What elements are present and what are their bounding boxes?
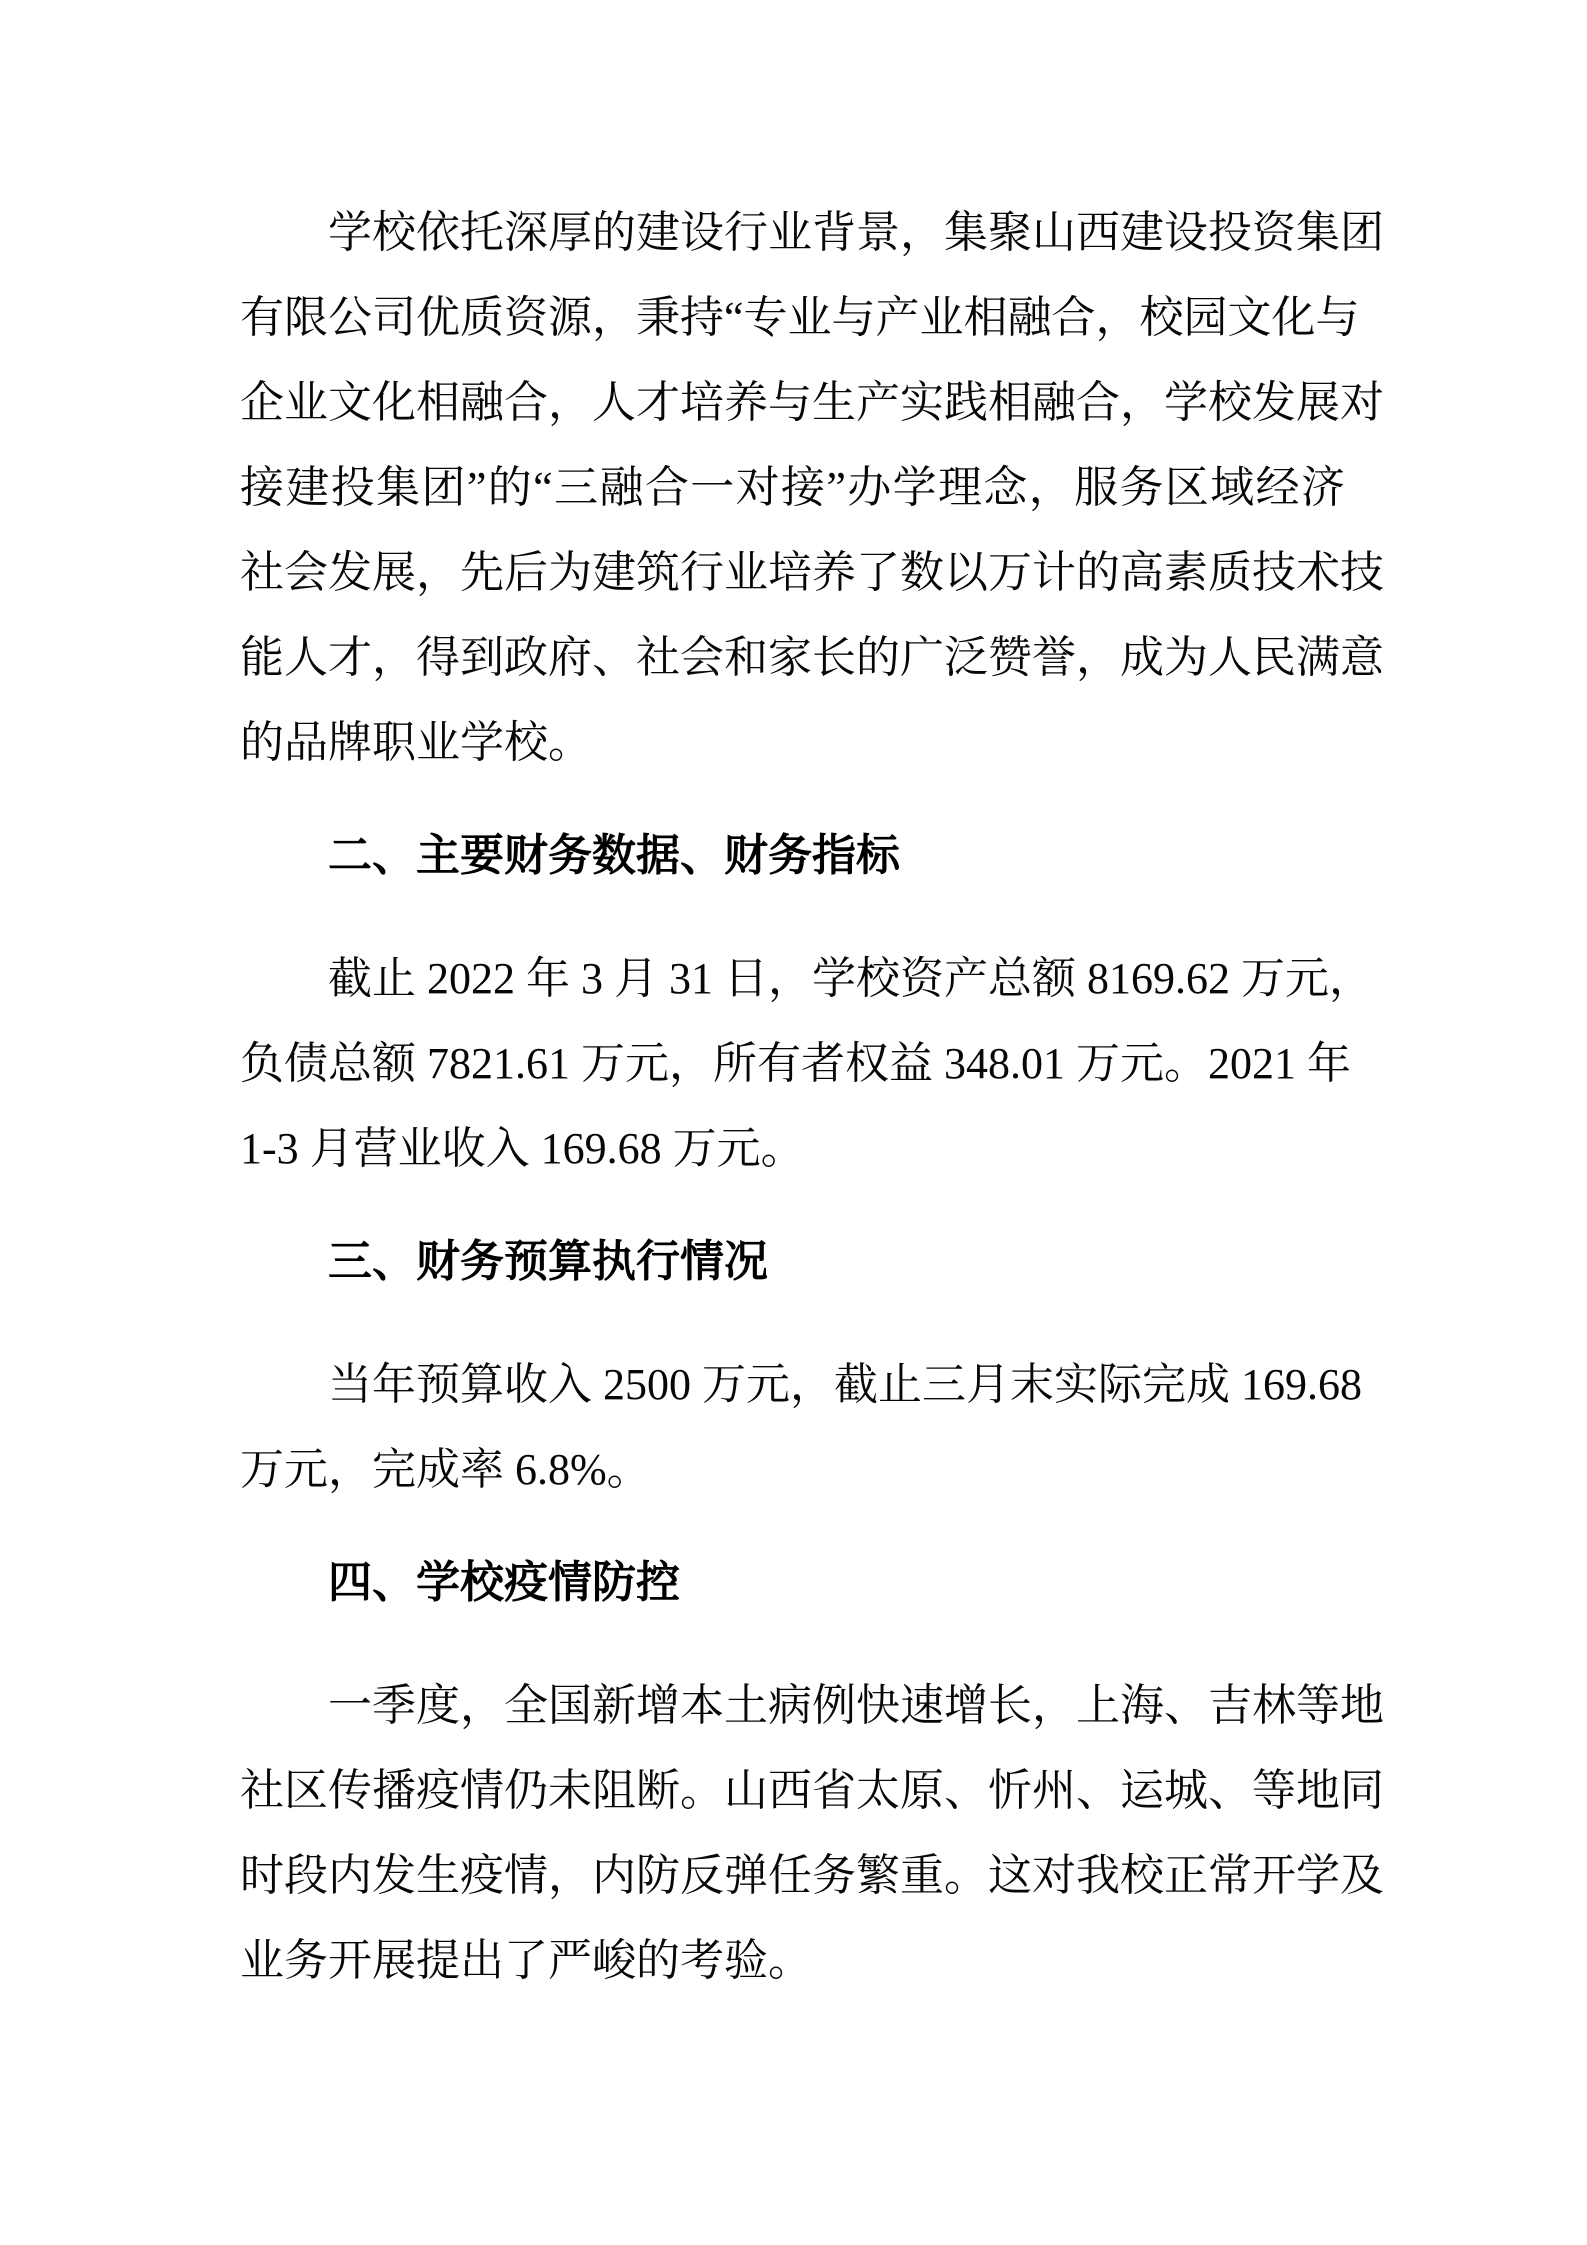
intro-paragraph bbox=[240, 190, 1384, 785]
paragraph-line: 学校依托深厚的建设行业背景，集聚山西建设投资集团 bbox=[328, 208, 1384, 257]
paragraph-line: 有限公司优质资源，秉持“专业与产业相融合，校园文化与 bbox=[240, 293, 1360, 342]
section-heading-epidemic-prevention: 四、学校疫情防控 bbox=[328, 1557, 680, 1608]
section-heading-budget-execution: 三、财务预算执行情况 bbox=[328, 1236, 768, 1287]
financial-data-paragraph bbox=[240, 936, 1373, 1191]
paragraph-line: 截止 2022 年 3 月 31 日，学校资产总额 8169.62 万元， bbox=[328, 954, 1373, 1003]
paragraph-line: 万元，完成率 6.8%。 bbox=[240, 1445, 651, 1494]
paragraph-line: 能人才，得到政府、社会和家长的广泛赞誉，成为人民满意 bbox=[240, 633, 1384, 682]
section-heading-financial-data: 二、主要财务数据、财务指标 bbox=[328, 830, 900, 881]
paragraph-line: 一季度，全国新增本土病例快速增长，上海、吉林等地 bbox=[328, 1681, 1384, 1730]
budget-execution-paragraph bbox=[240, 1342, 1362, 1512]
paragraph-line: 负债总额 7821.61 万元，所有者权益 348.01 万元。2021 年 bbox=[240, 1039, 1351, 1088]
paragraph-line: 时段内发生疫情，内防反弹任务繁重。这对我校正常开学及 bbox=[240, 1851, 1384, 1900]
document-content bbox=[240, 190, 1384, 2003]
paragraph-line: 的品牌职业学校。 bbox=[240, 718, 592, 767]
paragraph-line: 业务开展提出了严峻的考验。 bbox=[240, 1936, 812, 1985]
paragraph-line: 企业文化相融合，人才培养与生产实践相融合，学校发展对 bbox=[240, 378, 1384, 427]
paragraph-line: 1-3 月营业收入 169.68 万元。 bbox=[240, 1124, 805, 1173]
paragraph-line: 社会发展，先后为建筑行业培养了数以万计的高素质技术技 bbox=[240, 548, 1384, 597]
epidemic-prevention-paragraph bbox=[240, 1663, 1384, 2003]
paragraph-line: 接建投集团”的“三融合一对接”办学理念，服务区域经济 bbox=[240, 463, 1345, 512]
paragraph-line: 社区传播疫情仍未阻断。山西省太原、忻州、运城、等地同 bbox=[240, 1766, 1384, 1815]
paragraph-line: 当年预算收入 2500 万元，截止三月末实际完成 169.68 bbox=[328, 1360, 1362, 1409]
